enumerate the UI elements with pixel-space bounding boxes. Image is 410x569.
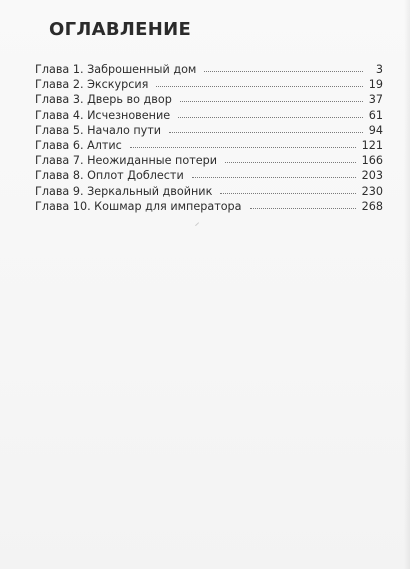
toc-dot-leader: [169, 131, 363, 133]
toc-entry-page: 121: [361, 138, 383, 152]
toc-list: [35, 62, 383, 214]
toc-entry: [35, 62, 383, 77]
toc-entry: [35, 123, 383, 138]
toc-dot-leader: [220, 192, 355, 194]
toc-dot-leader: [250, 207, 356, 209]
paper-speck: [194, 221, 200, 227]
toc-entry: [35, 108, 383, 123]
toc-entry-title: Глава 9. Зеркальный двойник: [35, 184, 213, 198]
toc-entry-title: Глава 2. Экскурсия: [35, 78, 149, 92]
toc-entry-page: 94: [368, 123, 383, 137]
toc-dot-leader: [180, 100, 363, 102]
toc-entry-page: 61: [368, 108, 383, 122]
toc-entry: [35, 138, 383, 153]
toc-entry-page: 203: [361, 169, 383, 183]
toc-entry-title: Глава 3. Дверь во двор: [35, 93, 172, 107]
toc-entry-title: Глава 1. Заброшенный дом: [35, 63, 197, 76]
toc-entry-page: 3: [375, 63, 383, 76]
toc-dot-leader: [178, 116, 363, 118]
toc-entry: [35, 199, 383, 214]
toc-entry-page: 230: [361, 184, 383, 198]
toc-dot-leader: [225, 161, 356, 163]
toc-entry-title: Глава 10. Кошмар для императора: [35, 199, 242, 213]
toc-entry-page: 37: [368, 93, 383, 107]
toc-dot-leader: [204, 70, 363, 72]
toc-entry-title: Глава 6. Алтис: [35, 138, 122, 152]
toc-entry-title: Глава 5. Начало пути: [35, 123, 162, 137]
toc-entry-title: Глава 8. Оплот Доблести: [35, 169, 184, 183]
toc-entry-title: Глава 7. Неожиданные потери: [35, 154, 217, 168]
toc-entry-title: Глава 4. Исчезновение: [35, 108, 171, 122]
toc-dot-leader: [192, 176, 356, 178]
toc-entry-page: 19: [368, 78, 383, 92]
toc-dot-leader: [130, 146, 356, 148]
toc-dot-leader: [156, 85, 362, 87]
toc-entry: [35, 92, 383, 107]
toc-entry: [35, 153, 383, 168]
toc-entry: [35, 168, 383, 183]
toc-entry-page: 268: [361, 199, 383, 213]
toc-entry: [35, 77, 383, 92]
page-edge-shadow: [404, 0, 410, 569]
toc-entry-page: 166: [361, 154, 383, 168]
toc-entry: [35, 184, 383, 199]
toc-title: ОГЛАВЛЕНИЕ: [49, 19, 192, 40]
